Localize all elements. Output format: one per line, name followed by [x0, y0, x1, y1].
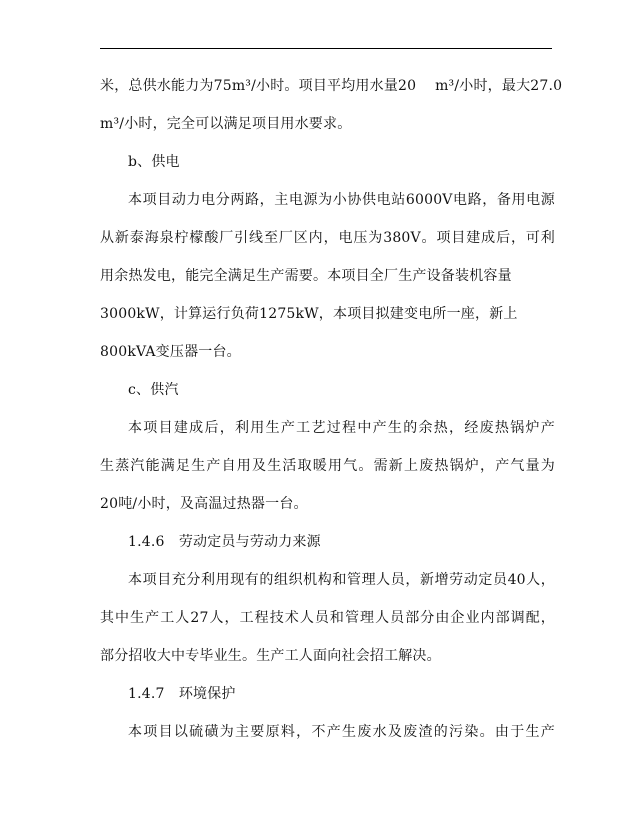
section-heading-c: c、供汽 [128, 382, 179, 398]
text-line: 20吨/小时，及高温过热器一台。 [100, 496, 308, 512]
text-line: 米，总供水能力为75m³/小时。项目平均用水量20 m³/小时，最大27.0 [100, 78, 563, 94]
text-line: m³/小时，完全可以满足项目用水要求。 [100, 116, 352, 132]
text-line: 3000kW，计算运行负荷1275kW，本项目拟建变电所一座，新上 [100, 306, 518, 322]
section-heading-b: b、供电 [128, 154, 180, 170]
text-line: 其中生产工人27人，工程技术人员和管理人员部分由企业内部调配， [100, 610, 555, 626]
text-line: 本项目充分利用现有的组织机构和管理人员，新增劳动定员40人， [128, 572, 555, 588]
text-line: 800kVA变压器一台。 [100, 344, 241, 360]
text-line: 生蒸汽能满足生产自用及生活取暖用气。需新上废热锅炉，产气量为 [100, 458, 555, 474]
section-heading-1-4-7: 1.4.7 环境保护 [128, 686, 236, 702]
section-heading-1-4-6: 1.4.6 劳动定员与劳动力来源 [128, 534, 321, 550]
text-line: 本项目建成后，利用生产工艺过程中产生的余热，经废热锅炉产 [128, 420, 555, 436]
text-line: 本项目以硫磺为主要原料，不产生废水及废渣的污染。由于生产 [128, 724, 555, 740]
text-line: 用余热发电，能完全满足生产需要。本项目全厂生产设备装机容量 [100, 268, 512, 284]
header-rule [100, 48, 552, 49]
text-line: 部分招收大中专毕业生。生产工人面向社会招工解决。 [100, 648, 441, 664]
text-line: 从新泰海泉柠檬酸厂引线至厂区内，电压为380V。项目建成后，可利 [100, 230, 555, 246]
text-line: 本项目动力电分两路，主电源为小协供电站6000V电路，备用电源 [128, 192, 555, 208]
